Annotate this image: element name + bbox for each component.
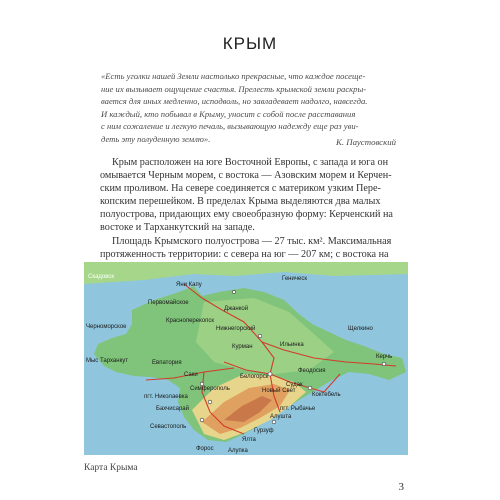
plain-area [196, 298, 334, 374]
crimea-map [84, 262, 408, 455]
label-kurman: Курман [232, 344, 253, 350]
label-alushta: Алушта [270, 414, 292, 420]
label-skadovsk: Скадовск [88, 274, 115, 280]
label-tarkhankut: Мыс Тарханкут [86, 358, 129, 364]
label-sudak: Судак [286, 382, 303, 388]
label-kerch: Керчь [376, 354, 393, 360]
body-text [100, 156, 405, 261]
page-number: 3 [398, 481, 404, 493]
body-line: копским перешейком. В пределах Крыма выделяются два малых [100, 196, 381, 208]
body-line: востоке и Тарханкутский на западе. [100, 222, 255, 234]
label-dzhankoy: Джанкой [224, 306, 249, 312]
label-novy-svet: Новый Свет [262, 388, 296, 394]
label-shchelkino: Щелкино [348, 326, 373, 332]
label-ilyinka: Ильинка [280, 342, 304, 348]
label-chernomorskoe: Черноморское [86, 324, 127, 330]
body-line: Площадь Крымского полуострова — 27 тыс. км². Максимальная [112, 235, 392, 247]
body-line: Крым расположен на юге Восточной Европы, с запада и юга он [112, 157, 389, 168]
body-line: омывается Черным морем, с востока — Азовским морем и Керчен- [100, 170, 392, 182]
label-feodosia: Феодосия [298, 368, 326, 374]
crimea-map-graphic [84, 262, 408, 455]
epigraph-line: ние их вызывает ощущение счастья. Прелесть крымской земли раскры- [101, 83, 367, 94]
epigraph-line: с ним сожаление и легкую печаль, вызывающую надежду еще раз уви- [101, 121, 359, 132]
body-line: протяженность территории: с севера на юг — 207 км; с востока на [100, 248, 389, 260]
label-bakhchisaray: Бахчисарай [156, 406, 189, 412]
label-belogorsk: Белогорск [240, 374, 269, 380]
label-yalta: Ялта [242, 437, 256, 443]
label-gurzuf: Гурзуф [254, 428, 274, 434]
label-pervomayskoe: Первомайское [148, 300, 189, 306]
epigraph-line: деть эту полуденную землю». [101, 133, 211, 144]
body-line: полуострова, придающих ему своеобразную форму: Керченский на [100, 209, 393, 221]
mainland-area [84, 262, 408, 284]
label-simferopol: Симферополь [190, 386, 230, 392]
map-caption: Карта Крыма [84, 463, 138, 473]
label-foros: Форос [196, 446, 214, 452]
epigraph-line: вается для иных медленно, исподволь, но завладевает надолго, навсегда. [101, 96, 368, 107]
label-krasnoperekopsk: Красноперекопск [166, 318, 214, 324]
epigraph-line: «Есть уголки нашей Земли настолько прекрасные, что каждое посеще- [101, 71, 366, 81]
label-saki: Саки [184, 372, 198, 378]
label-alupka: Алупка [228, 448, 248, 454]
epigraph [101, 70, 403, 146]
page-title: КРЫМ [222, 34, 278, 53]
label-koktebel: Коктебель [312, 392, 341, 398]
epigraph-line: И каждый, кто побывал в Крыму, уносит с собой после расставания [101, 108, 356, 119]
label-nizhnegorskiy: Нижнегорский [216, 326, 256, 332]
label-genichesk: Геническ [282, 276, 307, 282]
label-nikolaevka: пгт. Николаевка [144, 394, 188, 400]
label-yany-kapu: Яни Капу [176, 282, 202, 288]
label-rybachie: пгт. Рыбачье [280, 406, 316, 412]
epigraph-author: К. Паустовский [336, 137, 396, 147]
label-sevastopol: Севастополь [150, 424, 187, 430]
label-evpatoria: Евпатория [152, 360, 182, 366]
body-line: ским проливом. На севере соединяется с материком узким Пере- [100, 183, 381, 195]
